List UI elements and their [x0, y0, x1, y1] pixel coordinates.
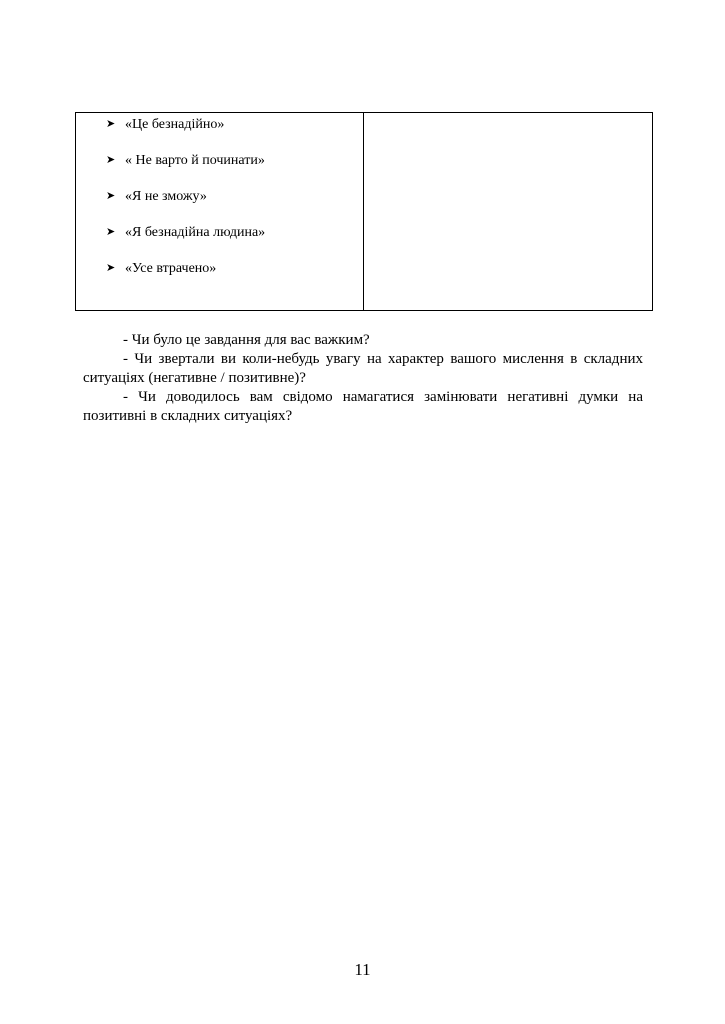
phrase-text: «Я безнадійна людина» [125, 225, 266, 240]
reflection-questions [83, 331, 643, 426]
table-row [76, 113, 653, 311]
question-paragraph: - Чи доводилось вам свідомо намагатися замінювати негативні думки на позитивні в складних ситуаціях? [83, 389, 643, 424]
negative-phrases-list [76, 113, 363, 277]
list-item [106, 188, 363, 205]
arrowhead-bullet-icon: ➤ [106, 118, 116, 130]
answer-cell[interactable] [364, 113, 653, 311]
phrase-text: «Це безнадійно» [125, 117, 225, 132]
arrowhead-bullet-icon: ➤ [106, 262, 116, 274]
list-item [106, 260, 363, 277]
arrowhead-bullet-icon: ➤ [106, 190, 116, 202]
list-item [106, 152, 363, 169]
arrowhead-bullet-icon: ➤ [106, 154, 116, 166]
exercise-table [75, 112, 653, 311]
list-item [106, 224, 363, 241]
question-paragraph: - Чи звертали ви коли-небудь увагу на характер вашого мислення в складних ситуаціях (негативне / позитивне)? [83, 351, 643, 386]
negative-phrases-cell [76, 113, 364, 311]
question-paragraph: - Чи було це завдання для вас важким? [123, 332, 370, 348]
arrowhead-bullet-icon: ➤ [106, 226, 116, 238]
phrase-text: « Не варто й починати» [125, 153, 265, 168]
phrase-text: «Я не зможу» [125, 189, 207, 204]
phrase-text: «Усе втрачено» [125, 261, 217, 276]
list-item [106, 116, 363, 133]
page-number: 11 [354, 960, 371, 979]
